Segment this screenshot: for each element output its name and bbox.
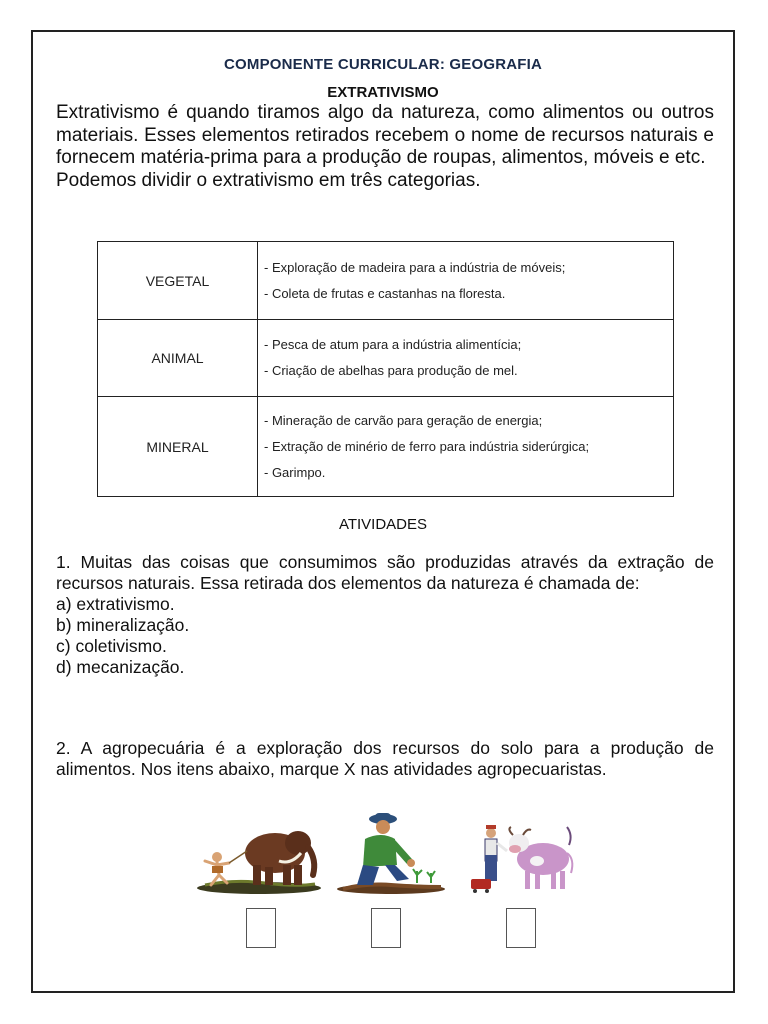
question-2-text: 2. A agropecuária é a exploração dos recursos do solo para a produção de alimentos. Nos itens abaixo, marque X nas atividades agropecuaristas. bbox=[56, 738, 714, 779]
question-2 bbox=[56, 738, 714, 780]
category-mineral: MINERAL bbox=[98, 397, 258, 497]
subject-heading: COMPONENTE CURRICULAR: GEOGRAFIA bbox=[223, 56, 543, 73]
page-frame bbox=[31, 30, 735, 993]
checkbox-farmer-planting[interactable] bbox=[371, 908, 401, 948]
example-item: - Mineração de carvão para geração de energia; bbox=[264, 412, 543, 428]
question-1-text: 1. Muitas das coisas que consumimos são produzidas através da extração de recursos naturais. Essa retirada dos elementos da natureza é chamada de: bbox=[56, 552, 714, 593]
checkbox-farmer-cow[interactable] bbox=[506, 908, 536, 948]
mammoth-hunt-image bbox=[195, 815, 323, 895]
example-item: - Coleta de frutas e castanhas na floresta. bbox=[264, 285, 506, 301]
intro-paragraph-1: Extrativismo é quando tiramos algo da natureza, como alimentos ou outros materiais. Esses elementos retirados recebem o nome de recursos naturais e fornecem matéria-prima para a produção de roupas, alimentos, móveis e etc. bbox=[56, 102, 714, 168]
question-1 bbox=[56, 552, 714, 678]
option-b: b) mineralização. bbox=[56, 615, 190, 635]
table-row bbox=[98, 320, 674, 397]
table-row bbox=[98, 397, 674, 497]
examples-vegetal bbox=[258, 242, 674, 320]
examples-animal bbox=[258, 320, 674, 397]
category-vegetal: VEGETAL bbox=[98, 242, 258, 320]
option-d: d) mecanização. bbox=[56, 657, 185, 677]
example-item: - Criação de abelhas para produção de mel. bbox=[264, 363, 518, 378]
activities-heading: ATIVIDADES bbox=[338, 516, 428, 533]
option-a: a) extrativismo. bbox=[56, 594, 175, 614]
table-row bbox=[98, 242, 674, 320]
farmer-cow-image bbox=[467, 817, 577, 897]
example-item: - Exploração de madeira para a indústria de móveis; bbox=[264, 259, 566, 275]
example-item: - Garimpo. bbox=[264, 464, 326, 480]
example-item: - Extração de minério de ferro para indústria siderúrgica; bbox=[264, 438, 590, 454]
extractivism-categories-table bbox=[97, 241, 674, 497]
examples-mineral bbox=[258, 397, 674, 497]
intro-text bbox=[56, 102, 714, 192]
checkbox-mammoth-hunt[interactable] bbox=[246, 908, 276, 948]
category-animal: ANIMAL bbox=[98, 320, 258, 397]
farmer-planting-image bbox=[335, 809, 447, 895]
example-item: - Pesca de atum para a indústria alimentícia; bbox=[264, 337, 522, 352]
page-title: EXTRATIVISMO bbox=[327, 84, 439, 101]
intro-paragraph-2: Podemos dividir o extrativismo em três categorias. bbox=[56, 169, 481, 191]
option-c: c) coletivismo. bbox=[56, 636, 167, 656]
